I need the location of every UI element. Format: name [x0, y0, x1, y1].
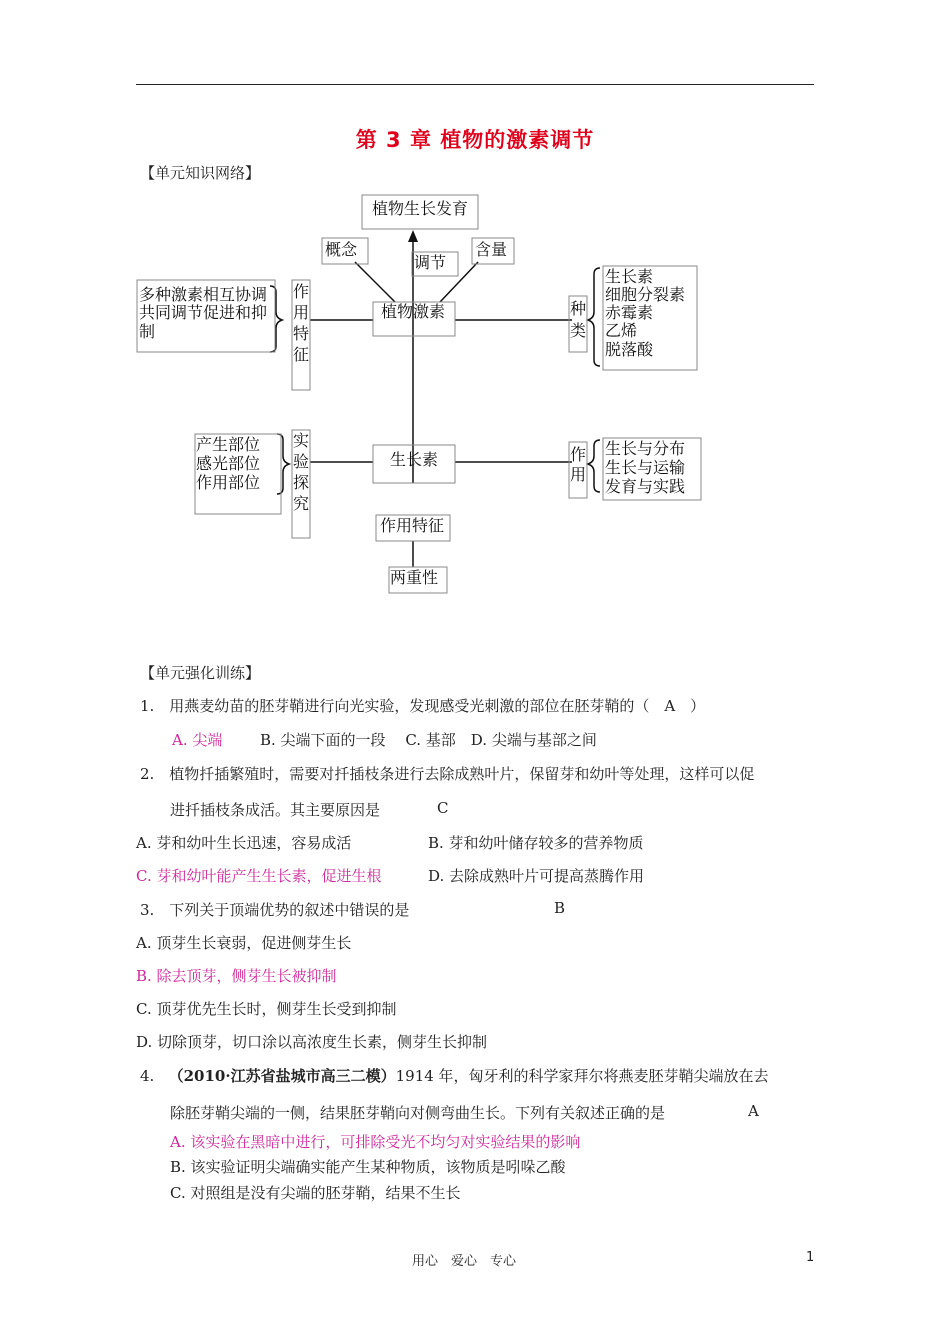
left-box-line-1: 多种激素相互协调 [139, 285, 268, 304]
type-item-5: 脱落酸 [605, 340, 654, 359]
q1-stem: 1. 用燕麦幼苗的胚芽鞘进行向光实验，发现感受光刺激的部位在胚芽鞘的（ A ） [140, 697, 706, 715]
q3-option-c: C. 顶芽优先生长时，侧芽生长受到抑制 [136, 1000, 397, 1018]
feature-label-char-3: 特 [293, 324, 310, 343]
q4-source: （2010·江苏省盐城市高三二模） [168, 1067, 396, 1085]
q3-option-d: D. 切除顶芽，切口涂以高浓度生长素，侧芽生长抑制 [136, 1033, 488, 1051]
node-plant-hormone: 植物激素 [381, 302, 446, 321]
exp-label-char-4: 究 [293, 494, 310, 513]
q4-stem-line1: 1914 年，匈牙利的科学家拜尔将燕麦胚芽鞘尖端放在去 [395, 1067, 769, 1085]
types-label-char-1: 种 [570, 299, 587, 318]
q4-option-a: A. 该实验在黑暗中进行，可排除受光不均匀对实验结果的影响 [170, 1133, 581, 1151]
arrow-up-icon [408, 230, 418, 242]
q2-option-a: A. 芽和幼叶生长迅速，容易成活 [136, 834, 352, 852]
exp-line-2: 感光部位 [196, 454, 261, 473]
q2-stem-line2: 进扦插枝条成活。其主要原因是 [170, 801, 381, 819]
q4-option-b: B. 该实验证明尖端确实能产生某种物质，该物质是吲哚乙酸 [170, 1158, 566, 1176]
node-action-feature: 作用特征 [380, 516, 445, 535]
section-knowledge-network: 【单元知识网络】 [140, 164, 261, 182]
q4-stem-line2: 除胚芽鞘尖端的一侧，结果胚芽鞘向对侧弯曲生长。下列有关叙述正确的是 [170, 1104, 666, 1122]
q3-option-a: A. 顶芽生长衰弱，促进侧芽生长 [136, 934, 352, 952]
q2-stem-line1: 2. 植物扦插繁殖时，需要对扦插枝条进行去除成熟叶片，保留芽和幼叶等处理，这样可以促 [140, 765, 755, 783]
q4-answer: A [748, 1102, 759, 1120]
exp-label-char-1: 实 [293, 431, 310, 450]
exp-label-char-2: 验 [293, 452, 310, 471]
type-item-3: 赤霉素 [605, 303, 654, 322]
node-concept: 概念 [325, 240, 358, 259]
q3-option-b: B. 除去顶芽，侧芽生长被抑制 [136, 967, 337, 985]
feature-label-char-2: 用 [293, 303, 310, 322]
q3-answer: B [554, 899, 566, 917]
type-item-4: 乙烯 [605, 321, 638, 340]
q4-line1 [140, 1065, 769, 1086]
type-item-2: 细胞分裂素 [605, 285, 686, 304]
page-number: 1 [806, 1250, 815, 1265]
type-item-1: 生长素 [605, 267, 654, 286]
footer-motto: 用心 爱心 专心 [412, 1254, 517, 1269]
q1-options-rest: B. 尖端下面的一段 C. 基部 D. 尖端与基部之间 [260, 731, 597, 749]
left-box-line-3: 制 [139, 322, 156, 341]
q4-option-c: C. 对照组是没有尖端的胚芽鞘，结果不生长 [170, 1184, 461, 1202]
node-duality: 两重性 [390, 568, 439, 587]
feature-label-char-4: 征 [293, 345, 310, 364]
q3-stem: 3. 下列关于顶端优势的叙述中错误的是 [140, 901, 410, 919]
node-auxin: 生长素 [390, 450, 439, 469]
section-training: 【单元强化训练】 [140, 664, 261, 682]
node-plant-growth: 植物生长发育 [372, 199, 469, 218]
concept-map [0, 0, 950, 620]
q2-option-c: C. 芽和幼叶能产生生长素，促进生根 [136, 867, 382, 885]
page-title: 第 3 章 植物的激素调节 [355, 128, 595, 152]
node-content: 含量 [475, 240, 508, 259]
q2-option-b: B. 芽和幼叶储存较多的营养物质 [428, 834, 644, 852]
exp-line-3: 作用部位 [196, 473, 261, 492]
func-line-1: 生长与分布 [605, 439, 686, 458]
func-label-char-1: 作 [570, 445, 587, 464]
exp-line-1: 产生部位 [196, 435, 261, 454]
q2-answer: C [437, 799, 449, 817]
node-regulate: 调节 [414, 253, 447, 272]
types-label-char-2: 类 [570, 321, 587, 340]
func-line-2: 生长与运输 [605, 458, 686, 477]
q1-option-a: A. 尖端 [172, 731, 223, 749]
func-label-char-2: 用 [570, 465, 587, 484]
func-line-3: 发育与实践 [605, 477, 686, 496]
left-box-line-2: 共同调节促进和抑 [139, 303, 268, 322]
q4-number: 4. [140, 1067, 155, 1085]
q2-option-d: D. 去除成熟叶片可提高蒸腾作用 [428, 867, 645, 885]
exp-label-char-3: 探 [293, 473, 310, 492]
feature-label-char-1: 作 [293, 282, 310, 301]
